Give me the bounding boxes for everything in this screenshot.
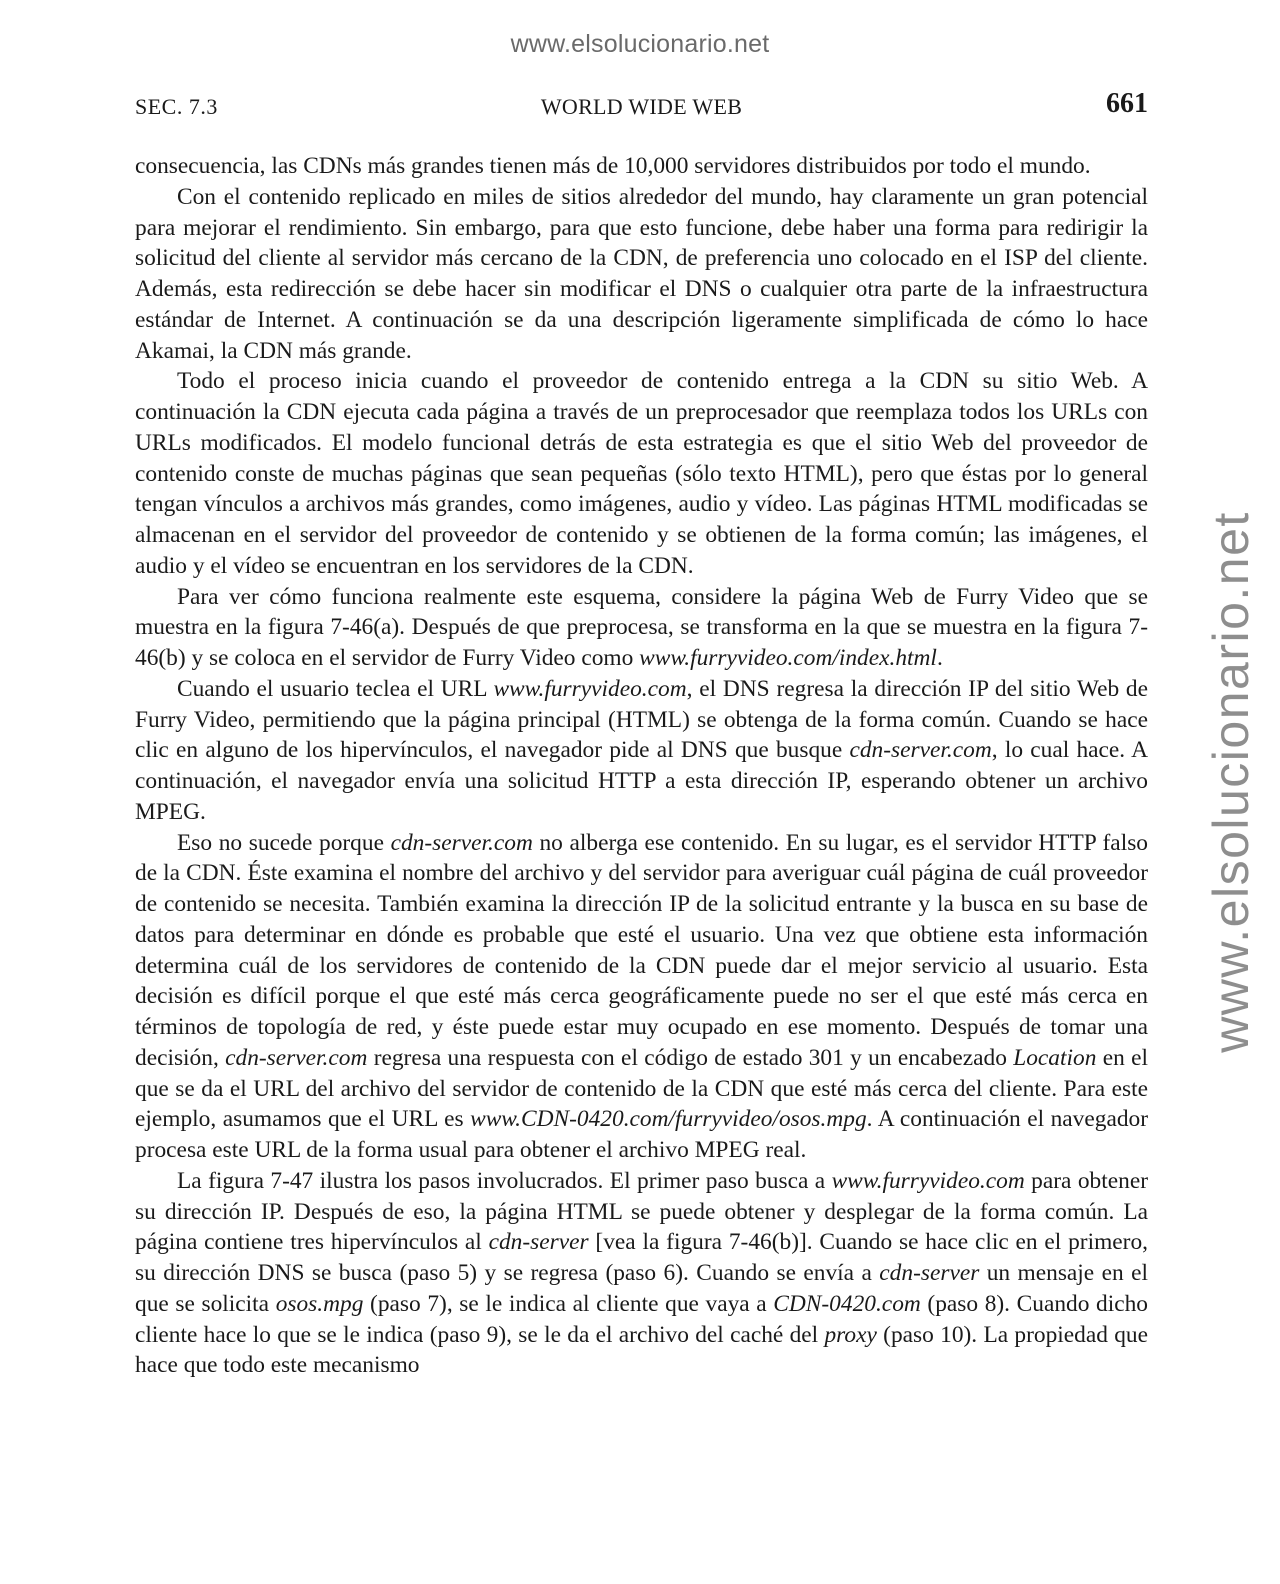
text-run: (paso 8). Cuando dicho cliente hace lo que se le indica (paso 9), se le da el archivo del caché del bbox=[135, 1290, 1148, 1348]
text-run: Cuando el usuario teclea el URL bbox=[177, 675, 494, 702]
page-number: 661 bbox=[1106, 88, 1148, 119]
text-run: . A continuación el navegador procesa este URL de la forma usual para obtener el archivo MPEG real. bbox=[135, 1106, 1149, 1163]
text-run: no alberga ese contenido. En su lugar, es el servidor HTTP falso de la CDN. Éste examina el nombre del archivo y del servidor para averiguar cuál página de cuál proveedor de contenido se necesita. También examina la dirección IP de la solicitud entrante y la busca en su base de datos para determinar en dónde es probable que esté el usuario. Una vez que obtiene esta información determina cuál de los servidores de contenido de la CDN puede dar el mejor servicio al usuario. Esta decisión es difícil porque el que esté más cerca geográficamente puede no ser el que esté más cerca en términos de topología de red, y éste puede estar muy ocupado en ese momento. Después de tomar una decisión, bbox=[135, 829, 1148, 1071]
text-run: Para ver cómo funciona realmente este esquema, considere la página Web de Furry Video que se muestra en la figura 7-46(a). Después de que preprocesa, se transforma en la que se muestra en la figura 7-46(b) y se coloca en el servidor de Furry Video como bbox=[135, 583, 1148, 671]
text-run: (paso 7), se le indica al cliente que vaya a bbox=[363, 1290, 774, 1317]
italic-run: www.furryvideo.com bbox=[831, 1167, 1025, 1194]
text-run: [vea la figura 7-46(b)]. Cuando se hace clic en el primero, su dirección DNS se busca (paso 5) y se regresa (paso 6). Cuando se envía a bbox=[135, 1229, 1148, 1286]
paragraph bbox=[135, 582, 1148, 674]
text-run: regresa una respuesta con el código de estado 301 y un encabezado bbox=[367, 1044, 1014, 1071]
italic-run: www.CDN-0420.com/furryvideo/osos.mpg bbox=[470, 1106, 867, 1133]
paragraph bbox=[135, 366, 1148, 581]
italic-run: cdn-server bbox=[879, 1260, 980, 1286]
paragraph bbox=[135, 828, 1148, 1166]
paragraph bbox=[135, 1166, 1148, 1381]
text-run: La figura 7-47 ilustra los pasos involucrados. El primer paso busca a bbox=[177, 1167, 832, 1194]
italic-run: cdn-server bbox=[488, 1229, 589, 1256]
italic-run: www.furryvideo.com bbox=[493, 675, 687, 702]
italic-run: osos.mpg bbox=[275, 1290, 364, 1317]
italic-run: cdn-server.com bbox=[225, 1044, 368, 1071]
italic-run: cdn-server.com bbox=[849, 737, 992, 764]
text-run: Con el contenido replicado en miles de sitios alrededor del mundo, hay claramente un gran potencial para mejorar el rendimiento. Sin embargo, para que esto funcione, debe haber una forma para redirigir la solicitud del cliente al servidor más cercano de la CDN, de preferencia uno colocado en el ISP del cliente. Además, esta redirección se debe hacer sin modificar el DNS o cualquier otra parte de la infraestructura estándar de Internet. A continuación se da una descripción ligeramente simplificada de cómo lo hace Akamai, la CDN más grande. bbox=[135, 183, 1148, 364]
paragraph bbox=[135, 151, 1148, 182]
italic-run: cdn-server.com bbox=[390, 829, 533, 856]
text-run: en el que se da el URL del archivo del servidor de contenido de la CDN que esté más cerca del cliente. Para este ejemplo, asumamos que el URL es bbox=[135, 1044, 1148, 1133]
text-run: Eso no sucede porque bbox=[177, 829, 391, 856]
italic-run: proxy bbox=[824, 1321, 877, 1348]
italic-run: CDN-0420.com bbox=[773, 1290, 921, 1317]
paragraph bbox=[135, 182, 1148, 367]
text-run: Todo el proceso inicia cuando el proveedor de contenido entrega a la CDN su sitio Web. A continuación la CDN ejecuta cada página a través de un preprocesador que reemplaza todos los URLs con URLs modificados. El modelo funcional detrás de esta estrategia es que el sitio Web del proveedor de contenido conste de muchas páginas que sean pequeñas (sólo texto HTML), pero que éstas por lo general tengan vínculos a archivos más grandes, como imágenes, audio y vídeo. Las páginas HTML modificadas se almacenan en el servidor del proveedor de contenido y se obtienen de la forma común; las imágenes, el audio y el vídeo se encuentran en los servidores de la CDN. bbox=[135, 368, 1148, 579]
running-head bbox=[135, 88, 1148, 128]
section-label: SEC. 7.3 bbox=[135, 94, 218, 119]
watermark-side: www.elsolucionario.net bbox=[1203, 511, 1259, 1053]
italic-run: www.furryvideo.com/index.html bbox=[639, 645, 937, 671]
paragraph bbox=[135, 674, 1148, 828]
watermark-top: www.elsolucionario.net bbox=[510, 30, 770, 58]
text-run: . bbox=[936, 645, 943, 671]
text-run: consecuencia, las CDNs más grandes tienen más de 10,000 servidores distribuidos por todo el mundo. bbox=[135, 153, 1091, 179]
chapter-title: WORLD WIDE WEB bbox=[540, 94, 743, 119]
text-run: para obtener su dirección IP. Después de eso, la página HTML se puede obtener y desplegar de la forma común. La página contiene tres hipervínculos al bbox=[135, 1167, 1148, 1256]
text-run: un mensaje en el que se solicita bbox=[135, 1260, 1148, 1317]
text-run: (paso 10). La propiedad que hace que todo este mecanismo bbox=[135, 1321, 1149, 1379]
text-run: , el DNS regresa la dirección IP del sitio Web de Furry Video, permitiendo que la página principal (HTML) se obtenga de la forma común. Cuando se hace clic en alguno de los hipervínculos, el navegador pide al DNS que busque bbox=[135, 675, 1148, 764]
text-run: , lo cual hace. A continuación, el navegador envía una solicitud HTTP a esta dirección IP, esperando obtener un archivo MPEG. bbox=[135, 737, 1148, 825]
body-text bbox=[135, 151, 1148, 1381]
italic-run: Location bbox=[1013, 1044, 1097, 1071]
